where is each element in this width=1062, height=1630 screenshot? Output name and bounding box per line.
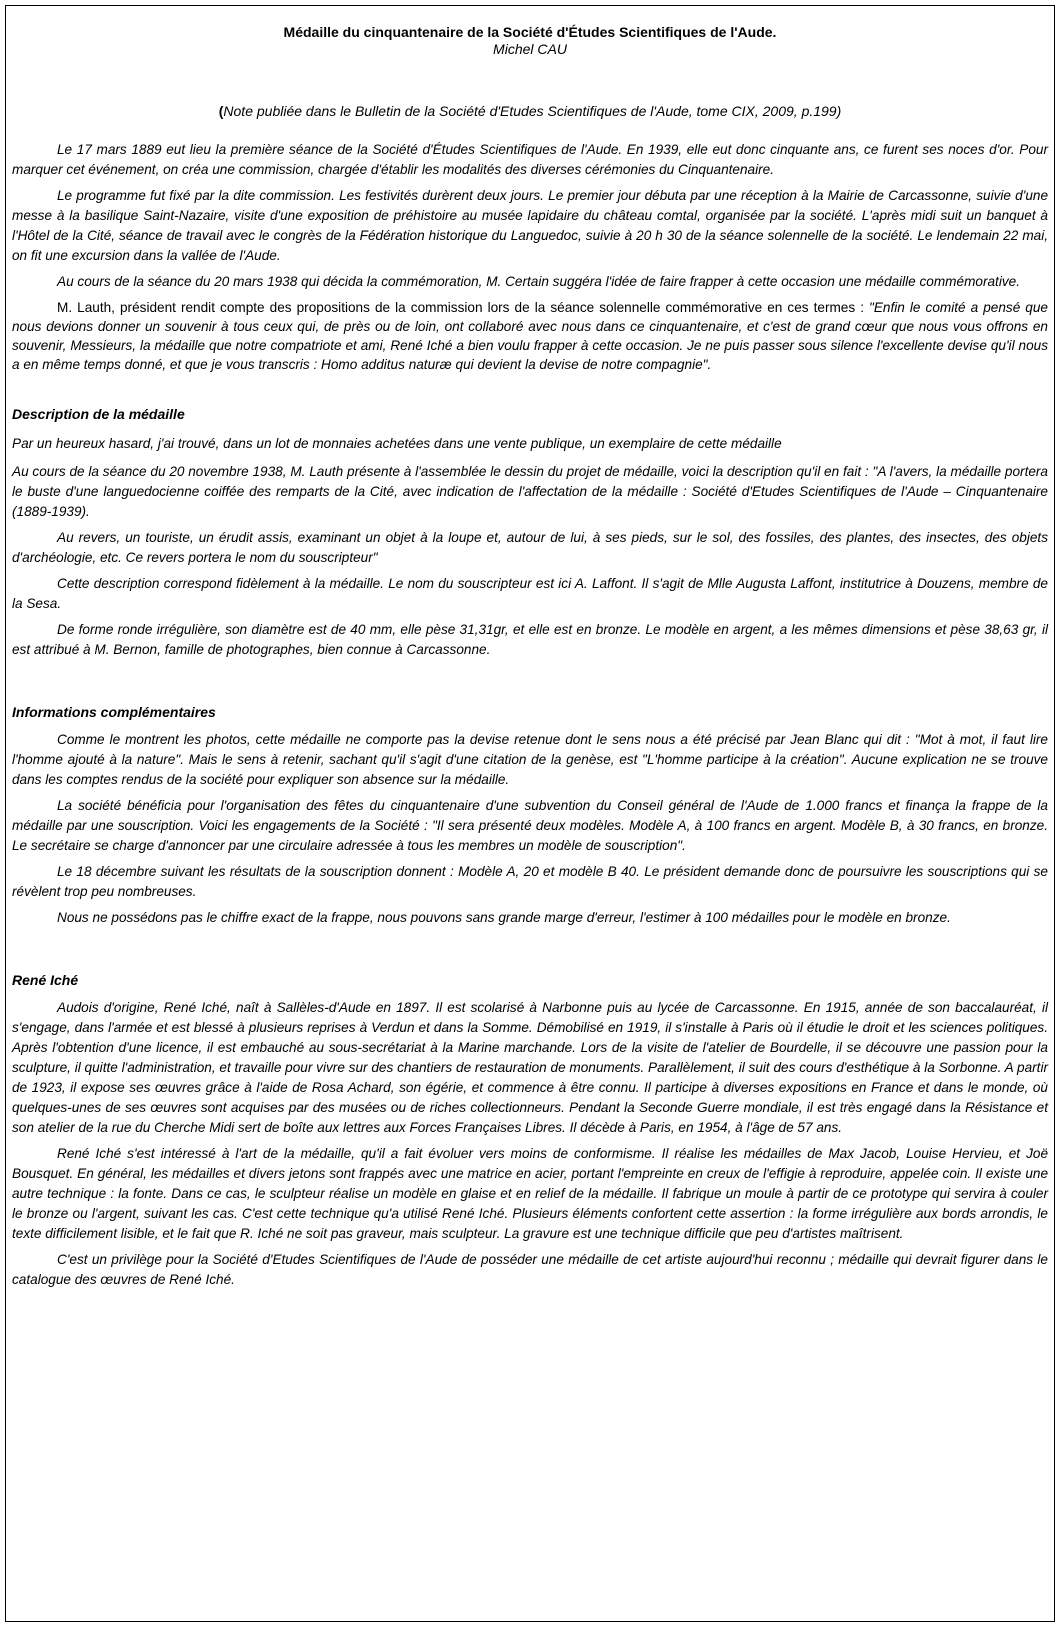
publication-note bbox=[12, 102, 1048, 120]
document-frame bbox=[5, 5, 1055, 1622]
intro-paragraph-3: Au cours de la séance du 20 mars 1938 qui décida la commémoration, M. Certain suggéra l'idée de faire frapper à cette occasion une médaille commémorative. bbox=[57, 274, 1020, 289]
note-text: Note publiée dans le Bulletin de la Société d'Etudes Scientifiques de l'Aude, tome CIX, 2009, p.199) bbox=[223, 103, 842, 119]
description-paragraph-3: Au revers, un touriste, un érudit assis, examinant un objet à la loupe et, autour de lui, à ses pieds, sur le sol, des fossiles, des plantes, des insectes, des objets d'archéologie, etc. Ce revers portera le nom du souscripteur" bbox=[12, 530, 1048, 565]
document-title: Médaille du cinquantenaire de la Société d'Études Scientifiques de l'Aude. bbox=[283, 24, 777, 40]
section-heading-description: Description de la médaille bbox=[12, 406, 185, 422]
iche-paragraph-3: C'est un privilège pour la Société d'Etudes Scientifiques de l'Aude de posséder une médaille de cet artiste aujourd'hui reconnu ; médaille qui devrait figurer dans le catalogue des œuvres de René Iché. bbox=[12, 1252, 1048, 1287]
iche-paragraph-2: René Iché s'est intéressé à l'art de la médaille, qu'il a fait évoluer vers moins de conformisme. Il réalise les médailles de Max Jacob, Louise Hervieu, et Joë Bousquet. En général, les médailles et divers jetons sont frappés avec une matrice en acier, portant l'empreinte en creux de l'effigie à reproduire, appelée coin. Il existe une autre technique : la fonte. Dans ce cas, le sculpteur réalise un modèle en glaise et en relief de la médaille. Il fabrique un moule à partir de ce prototype qui servira à couler le bronze ou l'argent, suivant les cas. C'est cette technique qu'a utilisé René Iché. Plusieurs éléments confortent cette assertion : la forme irrégulière aux bords arrondis, le texte difficilement lisible, et le fait que R. Iché ne soit pas graveur, mais sculpteur. La gravure est une technique difficile que peu d'artistes maîtrisent. bbox=[12, 1146, 1048, 1241]
author-name: Michel CAU bbox=[493, 41, 567, 57]
infos-paragraph-3: Le 18 décembre suivant les résultats de la souscription donnent : Modèle A, 20 et modèle B 40. Le président demande donc de poursuivre les souscriptions qui se révèlent trop peu nombreuses. bbox=[12, 864, 1048, 899]
section-heading-infos: Informations complémentaires bbox=[12, 704, 216, 720]
iche-paragraph-1: Audois d'origine, René Iché, naît à Sallèles-d'Aude en 1897. Il est scolarisé à Narbonne puis au lycée de Carcassonne. En 1915, année de son baccalauréat, il s'engage, dans l'armée et est blessé à plusieurs reprises à Verdun et dans la Somme. Démobilisé en 1919, il s'installe à Paris où il étudie le droit et les sciences politiques. Après l'obtention d'une licence, il est embauché au sous-secrétariat à la Marine marchande. Lors de la visite de l'atelier de Bourdelle, il se découvre une passion pour la sculpture, il quitte l'administration, et travaille pour vivre sur des chantiers de restauration de monuments. Parallèlement, il suit des cours d'esthétique à la Sorbonne. A partir de 1923, il expose ses œuvres grâce à l'aide de Rosa Achard, son égérie, et commence à être connu. Il participe à diverses expositions en France et dans le monde, où quelques-unes de ses œuvres sont acquises par des musées ou de riches collectionneurs. Pendant la Seconde Guerre mondiale, il est très engagé dans la Résistance et son atelier de la rue du Cherche Midi sert de boîte aux lettres aux Forces Françaises Libres. Il décède à Paris, en 1954, à l'âge de 57 ans. bbox=[12, 1000, 1048, 1135]
note-open-paren: ( bbox=[218, 103, 224, 119]
description-paragraph-1: Par un heureux hasard, j'ai trouvé, dans un lot de monnaies achetées dans une vente publique, un exemplaire de cette médaille bbox=[12, 436, 782, 451]
lauth-quote: "Enfin le comité a pensé que nous devions donner un souvenir à tous ceux qui, de près ou de loin, ont collaboré avec nous dans ce cinquantenaire, et c'est de grand cœur que nous vous offrons en souvenir, Messieurs, la médaille que notre compatriote et ami, René Iché a bien voulu frapper à cette occasion. Je ne puis passer sous silence l'excellente devise qu'il nous a en même temps donné, et que je vous transcris : Homo additus naturæ qui devient la devise de notre compagnie". bbox=[12, 300, 1048, 372]
intro-paragraph-4 bbox=[12, 298, 1048, 374]
description-paragraph-2: Au cours de la séance du 20 novembre 1938, M. Lauth présente à l'assemblée le dessin du projet de médaille, voici la description qu'il en fait : "A l'avers, la médaille portera le buste d'une languedocienne coiffée des remparts de la Cité, avec indication de l'affectation de la médaille : Société d'Etudes Scientifiques de l'Aude – Cinquantenaire (1889-1939). bbox=[12, 464, 1048, 519]
description-paragraph-4: Cette description correspond fidèlement à la médaille. Le nom du souscripteur est ici A. Laffont. Il s'agit de Mlle Augusta Laffont, institutrice à Douzens, membre de la Sesa. bbox=[12, 576, 1048, 611]
infos-paragraph-2: La société bénéficia pour l'organisation des fêtes du cinquantenaire d'une subvention du Conseil général de l'Aude de 1.000 francs et finança la frappe de la médaille par une souscription. Voici les engagements de la Société : "Il sera présenté deux modèles. Modèle A, à 100 francs en argent. Modèle B, à 30 francs, en bronze. Le secrétaire se charge d'annoncer par une circulaire adressée à tous les membres un modèle de souscription". bbox=[12, 798, 1048, 853]
lauth-intro-text: M. Lauth, président rendit compte des propositions de la commission lors de la séance solennelle commémorative en ces termes : bbox=[57, 300, 870, 315]
section-heading-iche: René Iché bbox=[12, 972, 79, 988]
description-paragraph-5: De forme ronde irrégulière, son diamètre est de 40 mm, elle pèse 31,31gr, et elle est en bronze. Le modèle en argent, a les mêmes dimensions et pèse 38,63 gr, il est attribué à M. Bernon, famille de photographes, bien connue à Carcassonne. bbox=[12, 622, 1048, 657]
intro-paragraph-1: Le 17 mars 1889 eut lieu la première séance de la Société d'Études Scientifiques de l'Aude. En 1939, elle eut donc cinquante ans, ce furent ses noces d'or. Pour marquer cet événement, on créa une commission, chargée d'établir les modalités des diverses cérémonies du Cinquantenaire. bbox=[12, 142, 1048, 177]
infos-paragraph-4: Nous ne possédons pas le chiffre exact de la frappe, nous pouvons sans grande marge d'erreur, l'estimer à 100 médailles pour le modèle en bronze. bbox=[57, 910, 951, 925]
intro-paragraph-2: Le programme fut fixé par la dite commission. Les festivités durèrent deux jours. Le premier jour débuta par une réception à la Mairie de Carcassonne, suivie d'une messe à la basilique Saint-Nazaire, visite d'une exposition de préhistoire au musée lapidaire du château comtal, organisée par la société. L'après midi suit un banquet à l'Hôtel de la Cité, séance de travail avec le congrès de la Fédération historique du Languedoc, suivie à 20 h 30 de la séance solennelle de la société. Le lendemain 22 mai, on fit une excursion dans la vallée de l'Aude. bbox=[12, 188, 1048, 263]
infos-paragraph-1: Comme le montrent les photos, cette médaille ne comporte pas la devise retenue dont le sens nous a été précisé par Jean Blanc qui dit : "Mot à mot, il faut lire l'homme ajouté à la nature". Mais le sens à retenir, sachant qu'il s'agit d'une citation de la genèse, est "L'homme participe à la création". Aucune explication ne se trouve dans les comptes rendus de la société pour expliquer son absence sur la médaille. bbox=[12, 732, 1048, 787]
